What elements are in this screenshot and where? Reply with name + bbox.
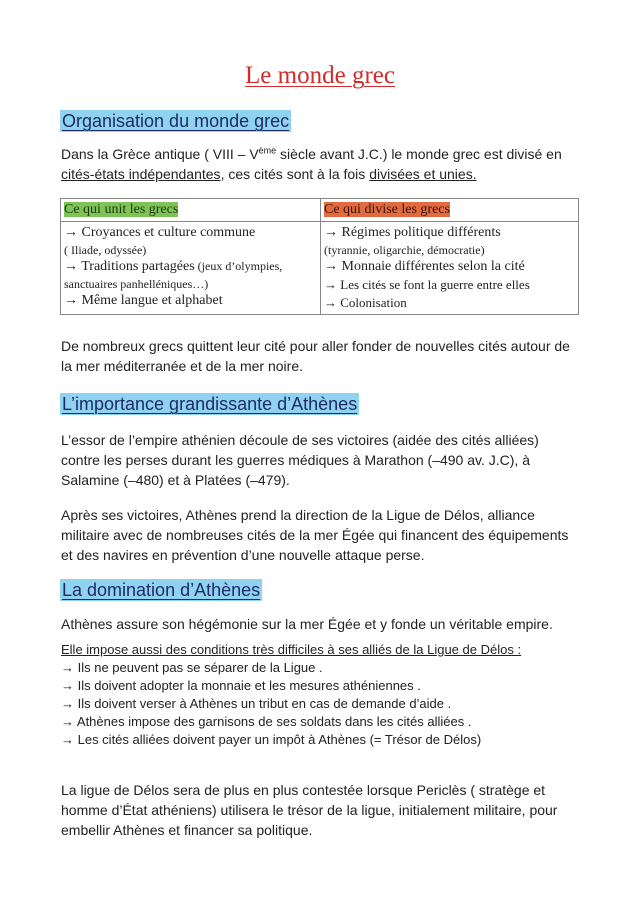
section-heading-importance: L’importance grandissante d’Athènes (62, 394, 358, 414)
unit-item-croyances: → Croyances et culture commune (64, 225, 256, 240)
divise-item-regimes-detail: (tyrannie, oligarchie, démocratie) (324, 243, 485, 257)
ligue-paragraph: Après ses victoires, Athènes prend la direction de la Ligue de Délos, alliance militaire avec de nombreuses cités de la mer Égée qui financent des équipements et des navires en prévention d’une nouvelle attaque perse. (61, 507, 569, 563)
intro-underlined-cites: cités-états indépendantes (61, 166, 221, 182)
unit-item-croyances-detail: ( Iliade, odyssée) (64, 243, 147, 257)
table-header-divise: Ce qui divise les grecs (324, 202, 450, 217)
unit-item-traditions-extra: (jeux d’olympies, (194, 259, 283, 273)
comparison-table (60, 198, 579, 315)
list-item: → Ils doivent adopter la monnaie et les mesures athéniennes . (61, 678, 421, 693)
table-cell-unit-list (61, 222, 321, 315)
section-heading-domination: La domination d’Athènes (62, 580, 261, 600)
list-item: → Les cités alliées doivent payer un impôt à Athènes (= Trésor de Délos) (61, 732, 482, 747)
conditions-block (61, 641, 581, 749)
divise-item-regimes: → Régimes politique différents (324, 225, 501, 240)
unit-item-traditions-detail: sanctuaires panhelléniques…) (64, 277, 209, 291)
unit-item-traditions (64, 258, 317, 276)
unit-item-traditions-main: → Traditions partagées (64, 259, 195, 274)
divise-item-colonisation: → Colonisation (324, 295, 407, 310)
colonies-paragraph: De nombreux grecs quittent leur cité pour aller fonder de nouvelles cités autour de la mer méditerranée et de la mer noire. (61, 338, 570, 374)
intro-text-b: siècle avant J.C.) le monde grec est divisé en (276, 146, 562, 162)
list-item: → Ils ne peuvent pas se séparer de la Ligue . (61, 660, 323, 675)
essor-paragraph: L’essor de l’empire athénien découle de ses victoires (aidée des cités alliées) contre les perses durant les guerres médiques à Marathon (–490 av. J.C), à Salamine (–480) et à Platées (–479). (61, 432, 539, 488)
intro-text-a: Dans la Grèce antique ( VIII – V (61, 146, 259, 162)
hegemonie-paragraph: Athènes assure son hégémonie sur la mer Égée et y fonde un véritable empire. (61, 616, 553, 632)
intro-superscript: ème (258, 145, 277, 156)
table-header-unit: Ce qui unit les grecs (64, 202, 179, 217)
list-item: → Athènes impose des garnisons de ses soldats dans les cités alliées . (61, 714, 472, 729)
page-title: Le monde grec (245, 62, 395, 89)
section-heading-organisation: Organisation du monde grec (62, 111, 290, 131)
divise-item-guerre: → Les cités se font la guerre entre elles (324, 277, 530, 292)
table-header-row (61, 199, 579, 222)
table-header-cell-divise (321, 199, 579, 222)
intro-text-c: , ces cités sont à la fois (220, 166, 370, 182)
intro-paragraph (61, 144, 581, 184)
conditions-heading: Elle impose aussi des conditions très difficiles à ses alliés de la Ligue de Délos : (61, 642, 522, 657)
unit-item-langue: → Même langue et alphabet (64, 293, 223, 308)
intro-underlined-divisees: divisées et unies. (369, 166, 477, 182)
table-cell-divise-list (321, 222, 579, 315)
table-body-row (61, 222, 579, 315)
table-header-cell-unit (61, 199, 321, 222)
list-item: → Ils doivent verser à Athènes un tribut en cas de demande d’aide . (61, 696, 452, 711)
divise-item-monnaie: → Monnaie différentes selon la cité (324, 259, 525, 274)
pericles-paragraph: La ligue de Délos sera de plus en plus contestée lorsque Periclès ( stratège et homme d’État athéniens) utilisera le trésor de la ligue, initialement militaire, pour embellir Athènes et financer sa politique. (61, 782, 558, 838)
